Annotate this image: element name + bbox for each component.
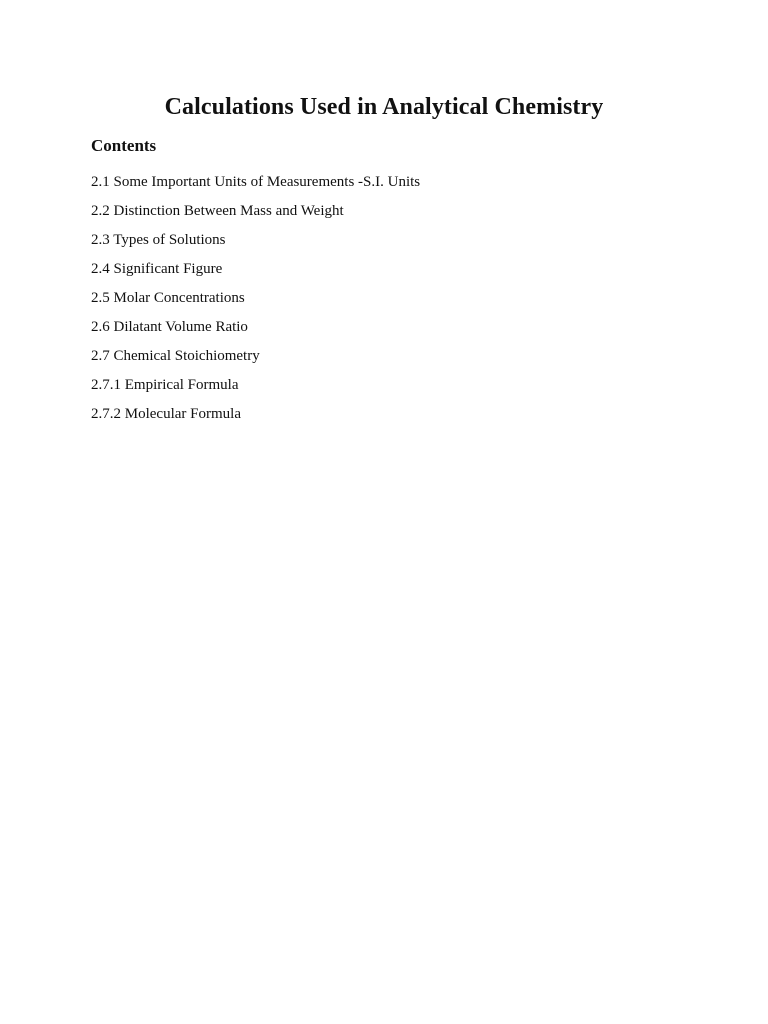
toc-item: 2.4 Significant Figure	[91, 261, 223, 277]
toc-item: 2.6 Dilatant Volume Ratio	[91, 319, 248, 335]
toc-item: 2.7 Chemical Stoichiometry	[91, 348, 260, 364]
toc-item: 2.1 Some Important Units of Measurements -S.I. Units	[91, 174, 421, 190]
toc-item: 2.7.2 Molecular Formula	[91, 406, 241, 422]
contents-heading: Contents	[91, 136, 157, 155]
toc-item: 2.5 Molar Concentrations	[91, 290, 245, 306]
toc-item: 2.3 Types of Solutions	[91, 232, 226, 248]
toc-item: 2.2 Distinction Between Mass and Weight	[91, 203, 344, 219]
document-title: Calculations Used in Analytical Chemistry	[164, 94, 604, 120]
toc-item: 2.7.1 Empirical Formula	[91, 377, 239, 393]
table-of-contents	[91, 168, 420, 429]
